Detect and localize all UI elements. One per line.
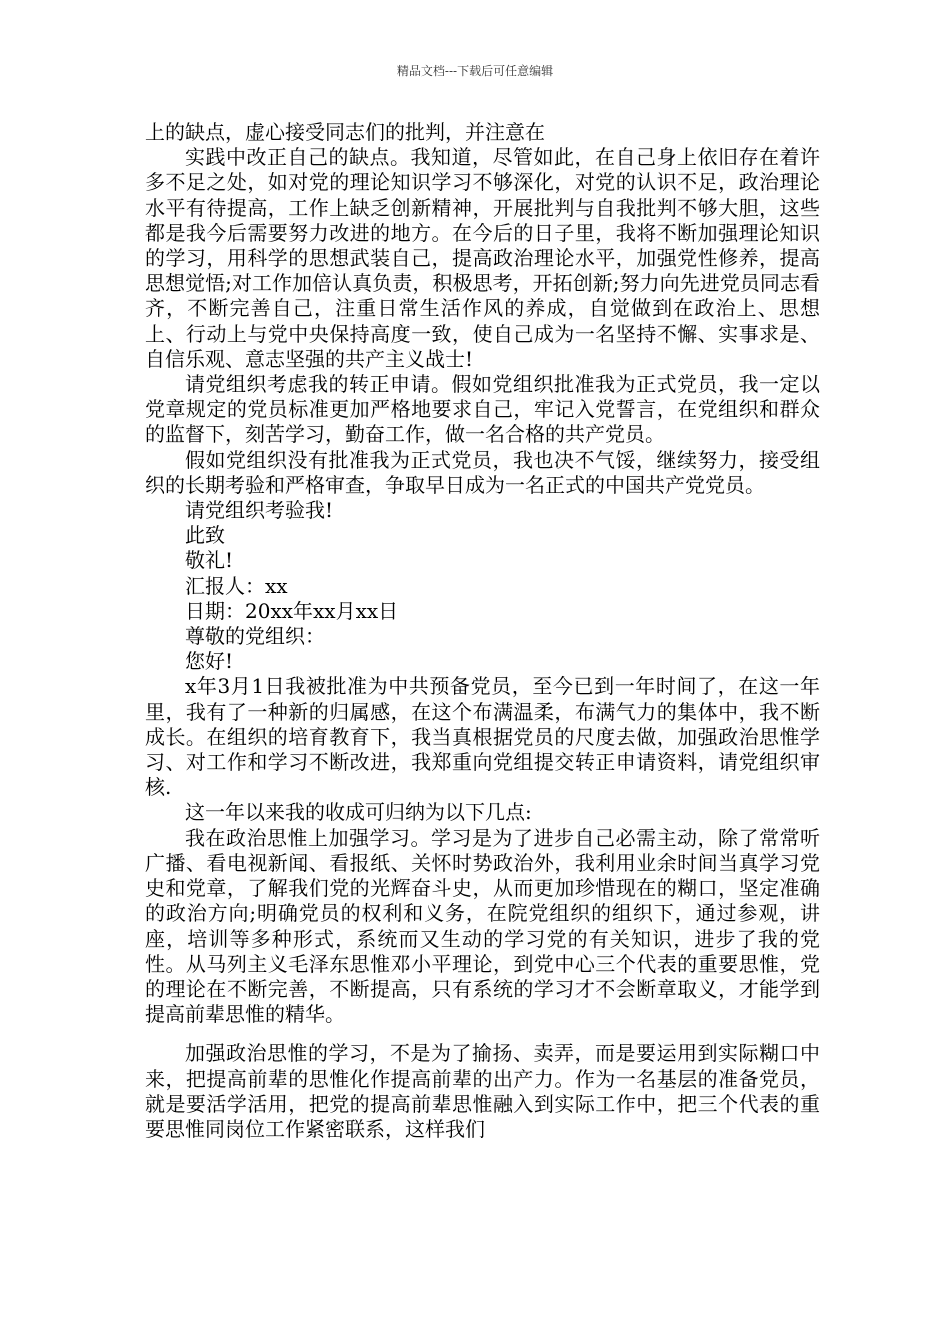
closing-line: 此致 — [185, 523, 225, 548]
paragraph: 实践中改正自己的缺点。我知道，尽管如此，在自己身上依旧存在着许多不足之处，如对党的理论知识学习不够深化，对党的认识不足，政治理论水平有待提高，工作上缺乏创新精神，开展批判与自我批判不够大胆，这些都是我今后需要努力改进的地方。在今后的日子里，我将不断加强理论知识的学习，用科学的思想武装自己，提高政治理论水平，加强党性修养，提高思想觉悟;对工作加倍认真负责，积极思考，开拓创新;努力向先进党员同志看齐，不断完善自己，注重日常生活作风的养成，自觉做到在政治上、思想上、行动上与党中央保持高度一致，使自己成为一名坚持不懈、实事求是、自信乐观、意志坚强的共产主义战士! — [145, 145, 820, 371]
page-header: 精品文档---下载后可任意编辑 — [396, 64, 554, 78]
closing-line: 请党组织考验我! — [185, 498, 334, 523]
greeting: 您好! — [185, 649, 234, 674]
paragraph: 假如党组织没有批准我为正式党员，我也决不气馁，继续努力，接受组织的长期考验和严格审查，争取早日成为一名正式的中国共产党党员。 — [145, 447, 820, 497]
paragraph: 上的缺点，虚心接受同志们的批判，并注意在 — [145, 120, 545, 144]
paragraph: 我在政治思惟上加强学习。学习是为了进步自己必需主动，除了常常听广播、看电视新闻、看报纸、关怀时势政治外，我利用业余时间当真学习党史和党章，了解我们党的光辉奋斗史，从而更加珍惜现在的糊口，坚定准确的政治方向;明确党员的权利和义务，在院党组织的组织下，通过参观，讲座，培训等多种形式，系统而又生动的学习党的有关知识，进步了我的党性。从马列主义毛泽东思惟邓小平理论，到党中心三个代表的重要思惟，党的理论在不断完善，不断提高，只有系统的学习才不会断章取义，才能学到提高前辈思惟的精华。 — [145, 825, 820, 1027]
document-body — [145, 120, 820, 1142]
paragraph: 这一年以来我的收成可归纳为以下几点: — [185, 800, 532, 825]
paragraph: 请党组织考虑我的转正申请。假如党组织批准我为正式党员，我一定以党章规定的党员标准更加严格地要求自己，牢记入党誓言，在党组织和群众的监督下，刻苦学习，勤奋工作，做一名合格的共产党员。 — [145, 372, 820, 447]
reporter-line: 汇报人：xx — [185, 573, 288, 598]
paragraph: x年3月1日我被批准为中共预备党员，至今已到一年时间了，在这一年里，我有了一种新的归属感，在这个布满温柔，布满气力的集体中，我不断成长。在组织的培育教育下，我当真根据党员的尺度去做，加强政治思惟学习、对工作和学习不断改进，我郑重向党组提交转正申请资料，请党组织审核. — [145, 674, 820, 800]
salutation: 尊敬的党组织： — [185, 624, 325, 649]
closing-line: 敬礼! — [185, 548, 234, 573]
date-line: 日期：20xx年xx月xx日 — [185, 598, 399, 623]
paragraph: 加强政治思惟的学习，不是为了揄扬、卖弄，而是要运用到实际糊口中来，把提高前辈的思惟化作提高前辈的出产力。作为一名基层的准备党员，就是要活学活用，把党的提高前辈思惟融入到实际工作中，把三个代表的重要思惟同岗位工作紧密联系，这样我们 — [145, 1041, 820, 1141]
